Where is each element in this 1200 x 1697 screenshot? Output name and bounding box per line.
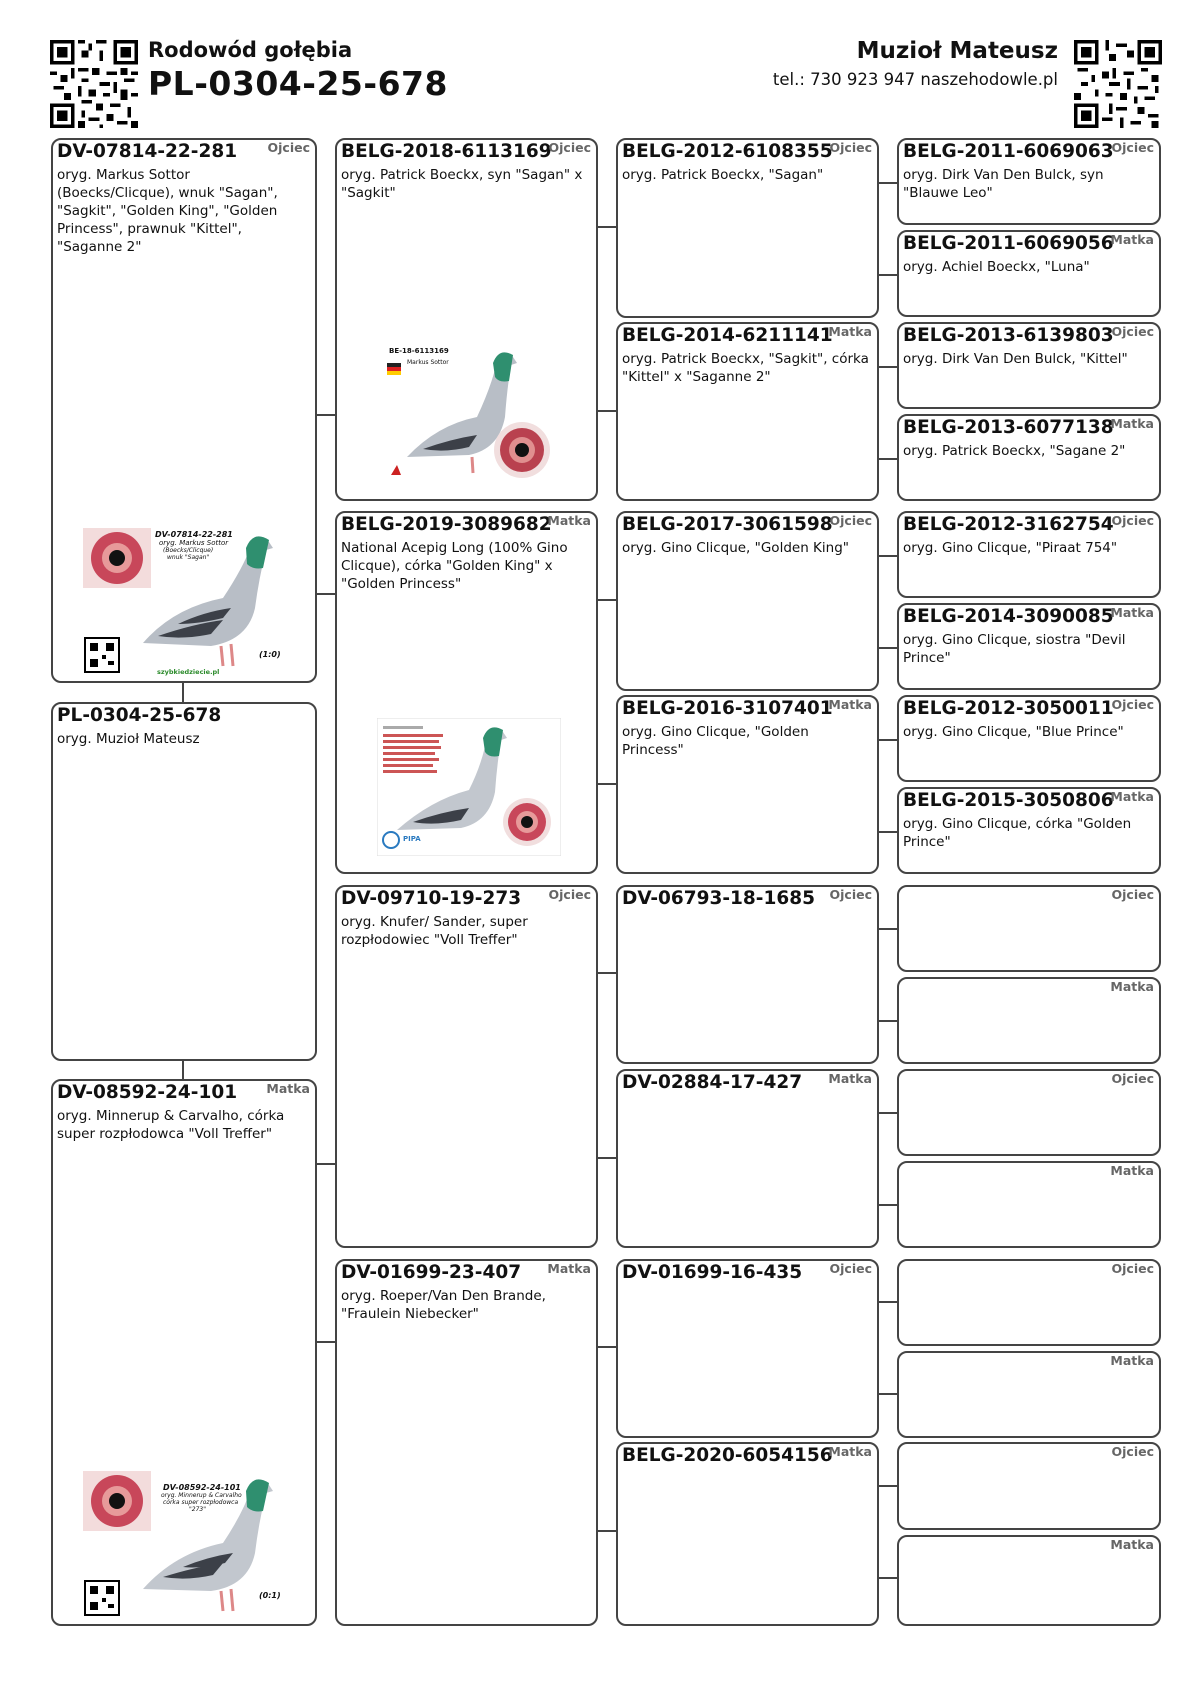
connector-line [879,555,897,557]
connector-line [879,182,897,184]
role-label: Ojciec [1111,140,1154,155]
role-label: Matka [1110,789,1154,804]
role-label: Ojciec [829,513,872,528]
photo-caption: wnuk "Sagan" [167,554,210,561]
connector-line [879,1112,897,1114]
connector-line [879,1485,897,1487]
role-label: Ojciec [1111,513,1154,528]
photo-caption: córka super rozpłodowca [163,1499,239,1506]
ring-number: BELG-2012-3050011 [903,698,1114,719]
qr-code-left [50,40,138,128]
role-label: Ojciec [1111,324,1154,339]
ring-number: DV-01699-16-435 [622,1262,803,1283]
pedigree-box-mfff [897,885,1161,972]
pedigree-box-mother [51,1079,317,1626]
ring-number: DV-07814-22-281 [57,141,238,162]
connector-line [879,458,897,460]
pigeon-description: oryg. Gino Clicque, "Golden King" [622,540,849,556]
document-ring-number: PL-0304-25-678 [148,64,448,103]
pigeon-description: National Acepig Long (100% Gino Clicque), córka "Golden King" x "Golden Princess" [341,540,568,592]
ring-number: BELG-2013-6077138 [903,417,1114,438]
pigeon-description: oryg. Gino Clicque, siostra "Devil Prince" [903,632,1126,666]
pedigree-box-mfm [616,1069,879,1248]
document-subtitle: Rodowód gołębia [148,38,353,62]
photo-score: (1:0) [259,650,281,659]
role-label: Ojciec [1111,1261,1154,1276]
pedigree-box-mmf [616,1259,879,1438]
role-label: Ojciec [829,1261,872,1276]
pedigree-box-fff [616,138,879,318]
connector-line [317,1341,335,1343]
photo-caption: "273" [189,1506,206,1513]
ring-number: DV-02884-17-427 [622,1072,803,1093]
pigeon-description: oryg. Patrick Boeckx, "Sagkit", córka "Kittel" x "Saganne 2" [622,351,869,385]
role-label: Matka [1110,1537,1154,1552]
ring-number: BELG-2011-6069056 [903,233,1114,254]
ring-number: BELG-2018-6113169 [341,141,552,162]
role-label: Ojciec [548,140,591,155]
photo-caption: (Boecks/Clicque) [163,547,214,554]
role-label: Matka [266,1081,310,1096]
photo-caption: DV-08592-24-101 [163,1483,241,1492]
photo-site: szybkiedziecie.pl [157,668,220,676]
photo-caption: BE-18-6113169 [389,347,449,355]
connector-line [879,928,897,930]
ring-number: BELG-2014-6211141 [622,325,833,346]
role-label: Ojciec [1111,887,1154,902]
pedigree-box-mffm [897,977,1161,1064]
pigeon-description: oryg. Knufer/ Sander, super rozpłodowiec "Voll Treffer" [341,914,528,948]
pedigree-box-father [51,138,317,683]
pigeon-description: oryg. Dirk Van Den Bulck, syn "Blauwe Leo" [903,167,1104,201]
ring-number: BELG-2011-6069063 [903,141,1114,162]
role-label: Matka [828,697,872,712]
pedigree-box-mmmf [897,1442,1161,1530]
connector-line [598,599,616,601]
role-label: Ojciec [1111,697,1154,712]
pigeon-photo-fm [377,718,561,856]
connector-line [879,1020,897,1022]
ring-number: DV-01699-23-407 [341,1262,522,1283]
role-label: Matka [1110,232,1154,247]
pedigree-box-fmff [897,511,1161,598]
photo-caption: oryg. Markus Sottor [159,539,229,547]
role-label: Matka [828,324,872,339]
role-label: Matka [1110,605,1154,620]
connector-line [879,1204,897,1206]
pedigree-box-ff [335,138,598,501]
ring-number: DV-06793-18-1685 [622,888,815,909]
connector-line [182,1061,184,1079]
pigeon-description: oryg. Gino Clicque, "Piraat 754" [903,540,1118,556]
role-label: Matka [1110,416,1154,431]
photo-caption: Markus Sottor [407,359,449,366]
role-label: Matka [547,513,591,528]
pigeon-description: oryg. Gino Clicque, "Blue Prince" [903,724,1124,740]
role-label: Ojciec [267,140,310,155]
role-label: Matka [1110,1163,1154,1178]
connector-line [879,1577,897,1579]
pedigree-box-mf [335,885,598,1248]
connector-line [879,274,897,276]
ring-number: BELG-2019-3089682 [341,514,552,535]
pigeon-description: oryg. Patrick Boeckx, syn "Sagan" x "Sagkit" [341,167,583,201]
role-label: Ojciec [1111,1071,1154,1086]
connector-line [598,410,616,412]
connector-line [879,366,897,368]
ring-number: BELG-2014-3090085 [903,606,1114,627]
ring-number: BELG-2020-6054156 [622,1445,833,1466]
pigeon-description: oryg. Roeper/Van Den Brande, "Fraulein Niebecker" [341,1288,546,1322]
pigeon-description: oryg. Minnerup & Carvalho, córka super rozpłodowca "Voll Treffer" [57,1108,285,1142]
qr-code-right [1074,40,1162,128]
ring-number: BELG-2012-6108355 [622,141,833,162]
pigeon-photo-mother [83,1471,283,1621]
connector-line [598,226,616,228]
ring-number: PL-0304-25-678 [57,705,222,726]
pigeon-description: oryg. Patrick Boeckx, "Sagane 2" [903,443,1126,459]
pedigree-box-mmff [897,1259,1161,1346]
ring-number: DV-09710-19-273 [341,888,522,909]
pedigree-box-fffm [897,230,1161,317]
pedigree-box-mfmm [897,1161,1161,1248]
pedigree-box-fmmf [897,695,1161,782]
connector-line [879,1393,897,1395]
pigeon-photo-ff [387,345,557,485]
connector-line [598,1530,616,1532]
pedigree-box-mmfm [897,1351,1161,1438]
pigeon-description: oryg. Markus Sottor (Boecks/Clicque), wnuk "Sagan", "Sagkit", "Golden King", "Golden Princess", prawnuk "Kittel", "Saganne 2" [57,167,278,255]
ring-number: DV-08592-24-101 [57,1082,238,1103]
pigeon-description: oryg. Achiel Boeckx, "Luna" [903,259,1090,275]
ring-number: BELG-2017-3061598 [622,514,833,535]
pedigree-box-ffm [616,322,879,501]
pigeon-description: oryg. Patrick Boeckx, "Sagan" [622,167,824,183]
connector-line [598,783,616,785]
role-label: Matka [828,1071,872,1086]
pedigree-box-mfmf [897,1069,1161,1156]
pedigree-box-mff [616,885,879,1064]
owner-contact: tel.: 730 923 947 naszehodowle.pl [772,70,1058,89]
photo-caption: DV-07814-22-281 [155,530,233,539]
pedigree-box-ffmm [897,414,1161,501]
connector-line [879,1301,897,1303]
pedigree-box-subject [51,702,317,1061]
pedigree-box-mmm [616,1442,879,1626]
ring-number: BELG-2015-3050806 [903,790,1114,811]
role-label: Matka [1110,979,1154,994]
pedigree-box-ffff [897,138,1161,225]
connector-line [879,739,897,741]
role-label: Matka [547,1261,591,1276]
connector-line [879,647,897,649]
pigeon-description: oryg. Muzioł Mateusz [57,731,200,747]
role-label: Ojciec [548,887,591,902]
pigeon-description: oryg. Gino Clicque, "Golden Princess" [622,724,809,758]
connector-line [317,593,335,595]
pedigree-box-fmmm [897,787,1161,874]
ring-number: BELG-2012-3162754 [903,514,1114,535]
pedigree-box-fmm [616,695,879,874]
pedigree-box-mmmm [897,1535,1161,1626]
pedigree-box-fmfm [897,603,1161,690]
role-label: Ojciec [829,140,872,155]
connector-line [879,831,897,833]
pedigree-box-fm [335,511,598,874]
pedigree-box-ffmf [897,322,1161,409]
connector-line [598,972,616,974]
pigeon-description: oryg. Gino Clicque, córka "Golden Prince" [903,816,1132,850]
pedigree-box-mm [335,1259,598,1626]
pedigree-box-fmf [616,511,879,691]
photo-score: (0:1) [259,1591,281,1600]
owner-name: Muzioł Mateusz [856,38,1058,64]
connector-line [598,1157,616,1159]
role-label: Matka [828,1444,872,1459]
ring-number: BELG-2016-3107401 [622,698,833,719]
connector-line [317,414,335,416]
connector-line [317,1163,335,1165]
pigeon-description: oryg. Dirk Van Den Bulck, "Kittel" [903,351,1128,367]
ring-number: BELG-2013-6139803 [903,325,1114,346]
pigeon-photo-father [83,528,283,678]
role-label: Ojciec [829,887,872,902]
role-label: Ojciec [1111,1444,1154,1459]
photo-caption: oryg. Minnerup & Carvalho [161,1492,242,1499]
connector-line [182,683,184,702]
connector-line [598,1346,616,1348]
photo-caption: PIPA [403,835,421,843]
role-label: Matka [1110,1353,1154,1368]
